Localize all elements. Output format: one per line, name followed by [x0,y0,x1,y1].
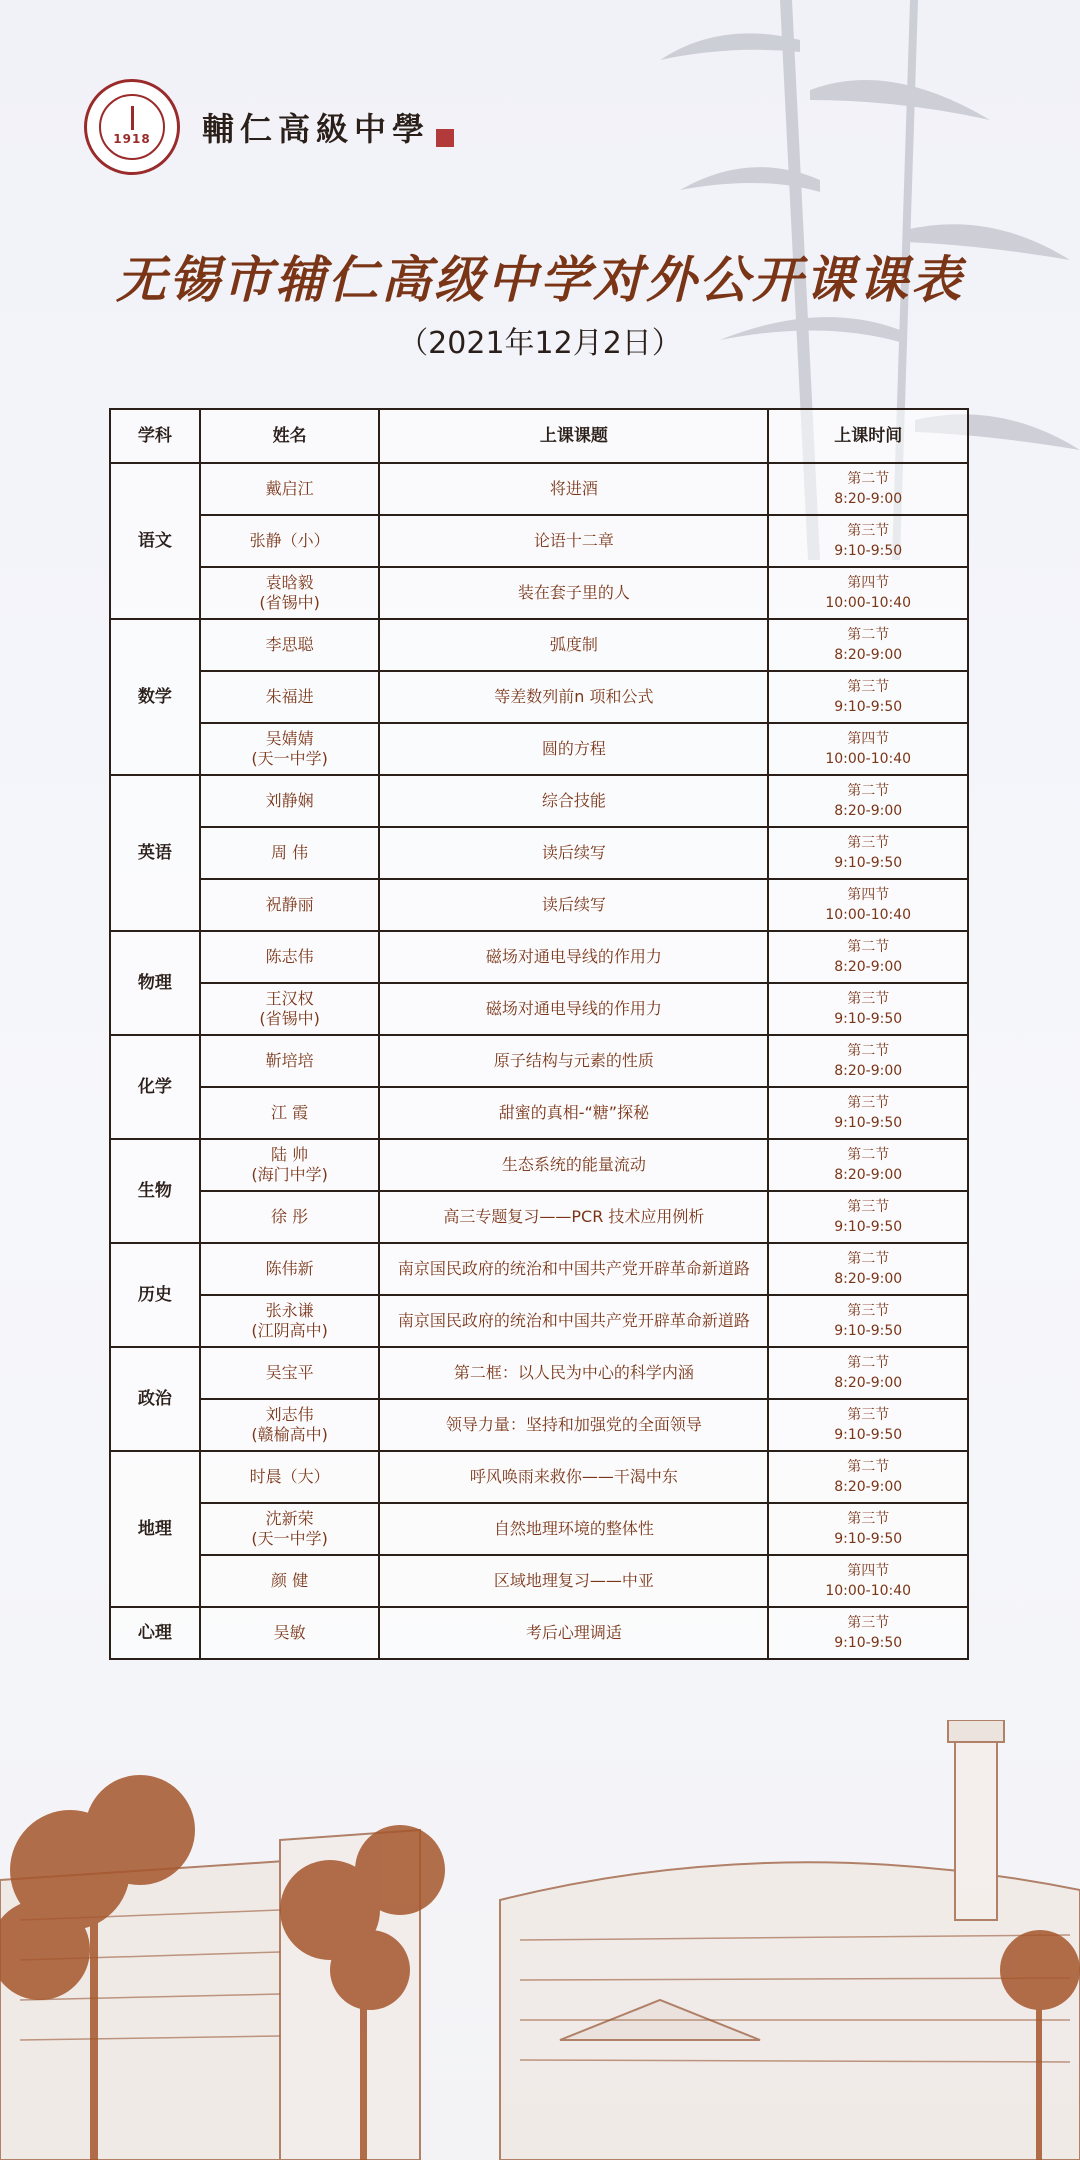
topic-cell: 南京国民政府的统治和中国共产党开辟革命新道路 [379,1243,768,1295]
teacher-name: 吴宝平 [265,1363,314,1382]
teacher-name: 李思聪 [265,635,314,654]
table-row [110,1295,968,1347]
class-period: 第四节 [847,1563,890,1579]
teacher-cell [200,827,380,879]
topic-cell: 原子结构与元素的性质 [379,1035,768,1087]
school-name: 輔仁高級中學 [202,110,431,148]
time-cell [768,1035,968,1087]
topic-cell: 自然地理环境的整体性 [379,1503,768,1555]
subject-cell: 语文 [110,463,200,619]
topic-cell: 磁场对通电导线的作用力 [379,931,768,983]
subject-cell: 物理 [110,931,200,1035]
teacher-name: 吴婧婧 [265,729,314,748]
teacher-name: 颜 健 [271,1571,309,1590]
class-time: 9:10-9:50 [834,1115,903,1131]
topic-cell: 将进酒 [379,463,768,515]
teacher-cell [200,1347,380,1399]
class-time: 10:00-10:40 [825,595,912,611]
time-cell [768,1555,968,1607]
teacher-cell [200,619,380,671]
teacher-name: 徐 彤 [271,1207,309,1226]
class-time: 8:20-9:00 [834,1063,903,1079]
time-cell [768,1295,968,1347]
class-time: 9:10-9:50 [834,1323,903,1339]
campus-illustration [0,1720,1080,2160]
table-row [110,1191,968,1243]
schedule-table [109,408,969,1660]
subject-cell: 数学 [110,619,200,775]
teacher-cell [200,1191,380,1243]
teacher-cell [200,463,380,515]
header-topic: 上课课题 [379,409,768,463]
table-row [110,1243,968,1295]
logo-year: 1918 [113,132,151,146]
time-cell [768,1139,968,1191]
class-period: 第三节 [847,1199,890,1215]
time-cell [768,515,968,567]
teacher-name: 沈新荣 [265,1509,314,1528]
time-cell [768,1191,968,1243]
table-row [110,879,968,931]
table-row [110,1503,968,1555]
class-period: 第三节 [847,679,890,695]
class-time: 9:10-9:50 [834,1427,903,1443]
page-title: 无锡市辅仁高级中学对外公开课课表 [116,251,964,309]
topic-cell: 高三专题复习——PCR 技术应用例析 [379,1191,768,1243]
subject-cell: 历史 [110,1243,200,1347]
class-period: 第三节 [847,523,890,539]
topic-cell: 磁场对通电导线的作用力 [379,983,768,1035]
time-cell [768,1503,968,1555]
table-row [110,931,968,983]
class-time: 9:10-9:50 [834,543,903,559]
subject-cell: 地理 [110,1451,200,1607]
table-row [110,1555,968,1607]
table-row [110,567,968,619]
topic-cell: 考后心理调适 [379,1607,768,1659]
subject-cell: 生物 [110,1139,200,1243]
teacher-cell [200,1139,380,1191]
teacher-name: 王汉权 [265,989,314,1008]
table-row [110,1035,968,1087]
time-cell [768,931,968,983]
class-period: 第三节 [847,1511,890,1527]
time-cell [768,1243,968,1295]
time-cell [768,567,968,619]
teacher-cell [200,515,380,567]
header-name: 姓名 [200,409,380,463]
teacher-name: 袁晗毅 [265,573,314,592]
table-header-row [110,409,968,463]
time-cell [768,723,968,775]
seal-icon [436,129,454,147]
teacher-cell [200,931,380,983]
teacher-cell [200,1295,380,1347]
class-period: 第四节 [847,575,890,591]
class-time: 8:20-9:00 [834,1375,903,1391]
teacher-cell [200,1451,380,1503]
teacher-cell [200,775,380,827]
class-time: 8:20-9:00 [834,491,903,507]
time-cell [768,983,968,1035]
teacher-name: 江 霞 [271,1103,309,1122]
header-time: 上课时间 [768,409,968,463]
class-period: 第二节 [847,627,890,643]
class-period: 第四节 [847,887,890,903]
teacher-name: 陆 帅 [271,1145,309,1164]
school-header [84,72,454,182]
class-time: 9:10-9:50 [834,1011,903,1027]
class-period: 第二节 [847,1355,890,1371]
page-date: （2021年12月2日） [398,326,682,361]
teacher-name: 刘志伟 [265,1405,314,1424]
class-period: 第二节 [847,1147,890,1163]
topic-cell: 弧度制 [379,619,768,671]
teacher-name: 祝静丽 [265,895,314,914]
class-period: 第二节 [847,939,890,955]
teacher-cell [200,723,380,775]
class-time: 10:00-10:40 [825,907,912,923]
class-period: 第二节 [847,1251,890,1267]
class-period: 第三节 [847,1407,890,1423]
teacher-name: 朱福进 [265,687,314,706]
topic-cell: 南京国民政府的统治和中国共产党开辟革命新道路 [379,1295,768,1347]
topic-cell: 呼风唤雨来救你——干渴中东 [379,1451,768,1503]
class-period: 第三节 [847,1303,890,1319]
table-row [110,1087,968,1139]
class-time: 10:00-10:40 [825,1583,912,1599]
class-period: 第三节 [847,991,890,1007]
table-row [110,1347,968,1399]
class-time: 9:10-9:50 [834,1531,903,1547]
teacher-school: (省锡中) [259,593,320,612]
table-row [110,827,968,879]
subject-cell: 英语 [110,775,200,931]
teacher-cell [200,983,380,1035]
table-row [110,723,968,775]
teacher-cell [200,1087,380,1139]
teacher-cell [200,879,380,931]
table-row [110,983,968,1035]
teacher-school: (海门中学) [251,1165,328,1184]
teacher-school: (赣榆高中) [251,1425,328,1444]
class-time: 8:20-9:00 [834,647,903,663]
class-period: 第二节 [847,1459,890,1475]
teacher-name: 刘静娴 [265,791,314,810]
topic-cell: 圆的方程 [379,723,768,775]
time-cell [768,619,968,671]
class-time: 9:10-9:50 [834,1219,903,1235]
time-cell [768,463,968,515]
table-row [110,775,968,827]
teacher-name: 周 伟 [271,843,309,862]
teacher-name: 时晨（大） [249,1467,330,1486]
subject-cell: 化学 [110,1035,200,1139]
time-cell [768,671,968,723]
teacher-cell [200,1503,380,1555]
table-row [110,1399,968,1451]
topic-cell: 装在套子里的人 [379,567,768,619]
time-cell [768,1087,968,1139]
class-time: 8:20-9:00 [834,959,903,975]
teacher-school: (省锡中) [259,1009,320,1028]
time-cell [768,1607,968,1659]
class-time: 8:20-9:00 [834,803,903,819]
header-subject: 学科 [110,409,200,463]
topic-cell: 第二框：以人民为中心的科学内涵 [379,1347,768,1399]
class-period: 第二节 [847,471,890,487]
class-period: 第三节 [847,1615,890,1631]
class-time: 10:00-10:40 [825,751,912,767]
class-time: 8:20-9:00 [834,1271,903,1287]
topic-cell: 综合技能 [379,775,768,827]
subject-cell: 心理 [110,1607,200,1659]
table-row [110,515,968,567]
class-period: 第三节 [847,835,890,851]
teacher-name: 陈伟新 [265,1259,314,1278]
class-time: 9:10-9:50 [834,855,903,871]
teacher-school: (江阴高中) [251,1321,328,1340]
topic-cell: 生态系统的能量流动 [379,1139,768,1191]
time-cell [768,1347,968,1399]
teacher-cell [200,567,380,619]
time-cell [768,775,968,827]
class-time: 8:20-9:00 [834,1167,903,1183]
table-row [110,1607,968,1659]
teacher-name: 靳培培 [265,1051,314,1070]
teacher-cell [200,1243,380,1295]
table-row [110,1451,968,1503]
topic-cell: 读后续写 [379,827,768,879]
time-cell [768,1451,968,1503]
topic-cell: 领导力量：坚持和加强党的全面领导 [379,1399,768,1451]
class-period: 第二节 [847,783,890,799]
teacher-cell [200,1399,380,1451]
teacher-school: (天一中学) [251,1529,328,1548]
teacher-school: (天一中学) [251,749,328,768]
class-period: 第三节 [847,1095,890,1111]
table-row [110,1139,968,1191]
topic-cell: 论语十二章 [379,515,768,567]
topic-cell: 区域地理复习——中亚 [379,1555,768,1607]
class-time: 8:20-9:00 [834,1479,903,1495]
teacher-cell [200,1035,380,1087]
time-cell [768,879,968,931]
time-cell [768,1399,968,1451]
class-period: 第四节 [847,731,890,747]
school-logo-icon [84,79,180,175]
class-time: 9:10-9:50 [834,699,903,715]
time-cell [768,827,968,879]
table-row [110,619,968,671]
teacher-cell [200,1607,380,1659]
teacher-name: 吴敏 [273,1623,306,1642]
class-period: 第二节 [847,1043,890,1059]
class-time: 9:10-9:50 [834,1635,903,1651]
table-row [110,671,968,723]
topic-cell: 读后续写 [379,879,768,931]
teacher-cell [200,671,380,723]
teacher-name: 陈志伟 [265,947,314,966]
table-row [110,463,968,515]
topic-cell: 甜蜜的真相-“糖”探秘 [379,1087,768,1139]
subject-cell: 政治 [110,1347,200,1451]
teacher-name: 张静（小） [249,531,330,550]
teacher-name: 戴启江 [265,479,314,498]
topic-cell: 等差数列前n 项和公式 [379,671,768,723]
teacher-cell [200,1555,380,1607]
teacher-name: 张永谦 [265,1301,314,1320]
